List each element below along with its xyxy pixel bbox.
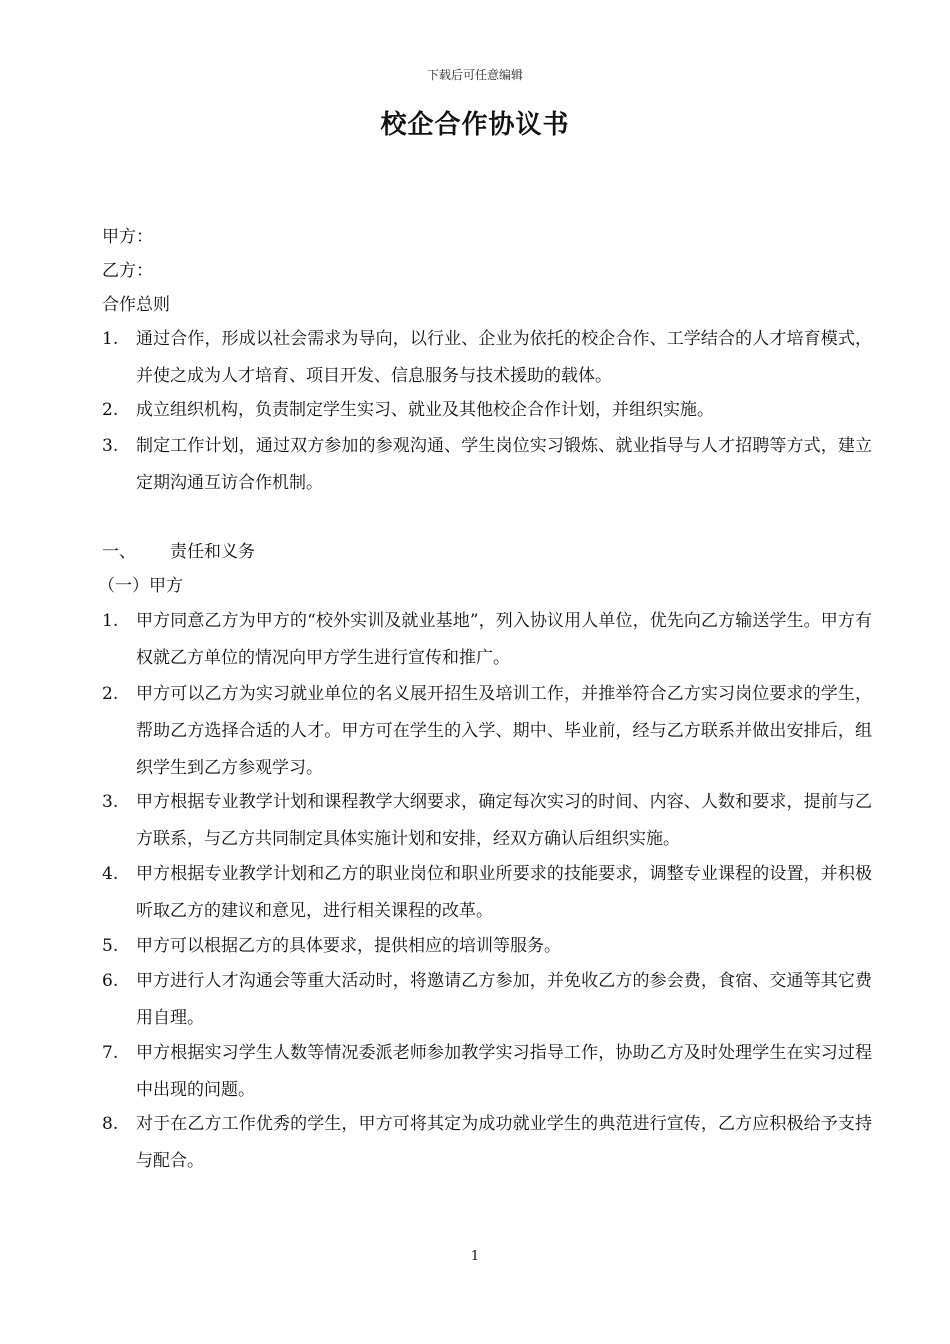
party-a-item: [102, 603, 872, 677]
item-number: 4.: [102, 864, 119, 884]
general-heading: 合作总则: [102, 295, 170, 315]
section-heading: [102, 540, 255, 564]
section-number: 一、: [102, 542, 136, 562]
party-b-label: 乙方：: [102, 261, 153, 281]
item-text: 甲方进行人才沟通会等重大活动时，将邀请乙方参加，并免收乙方的参会费，食宿、交通等其它费用自理。: [136, 971, 872, 1028]
general-item: [102, 428, 872, 502]
item-text: 甲方可以乙方为实习就业单位的名义展开招生及培训工作，并推举符合乙方实习岗位要求的学生，帮助乙方选择合适的人才。甲方可在学生的入学、期中、毕业前，经与乙方联系并做出安排后，组织学生到乙方参观学习。: [136, 684, 872, 778]
item-text: 甲方可以根据乙方的具体要求，提供相应的培训等服务。: [136, 936, 561, 956]
header-note: 下载后可任意编辑: [426, 68, 523, 82]
item-text: 成立组织机构，负责制定学生实习、就业及其他校企合作计划，并组织实施。: [136, 400, 714, 420]
item-number: 2.: [102, 684, 119, 704]
item-number: 3.: [102, 436, 119, 456]
item-number: 8.: [102, 1114, 119, 1134]
party-a-item: [102, 856, 872, 930]
section-title: 责任和义务: [170, 542, 255, 562]
item-number: 3.: [102, 792, 119, 812]
party-a-item: [102, 784, 872, 858]
item-text: 甲方根据专业教学计划和课程教学大纲要求，确定每次实习的时间、内容、人数和要求，提前与乙方联系，与乙方共同制定具体实施计划和安排，经双方确认后组织实施。: [136, 792, 872, 849]
item-number: 2.: [102, 400, 119, 420]
party-a-item: [102, 1035, 872, 1109]
item-number: 6.: [102, 971, 119, 991]
item-number: 1.: [102, 611, 119, 631]
general-item: [102, 321, 872, 395]
item-text: 制定工作计划，通过双方参加的参观沟通、学生岗位实习锻炼、就业指导与人才招聘等方式，建立定期沟通互访合作机制。: [136, 436, 872, 493]
party-a-item: [102, 928, 872, 965]
party-a-item: [102, 963, 872, 1037]
item-number: 7.: [102, 1043, 119, 1063]
item-number: 1.: [102, 329, 119, 349]
general-item: [102, 392, 872, 429]
item-text: 甲方根据专业教学计划和乙方的职业岗位和职业所要求的技能要求，调整专业课程的设置，并积极听取乙方的建议和意见，进行相关课程的改革。: [136, 864, 872, 921]
item-text: 甲方根据实习学生人数等情况委派老师参加教学实习指导工作，协助乙方及时处理学生在实习过程中出现的问题。: [136, 1043, 872, 1100]
page-number: 1: [470, 1249, 480, 1264]
party-a-item: [102, 1106, 872, 1180]
party-a-label: 甲方：: [102, 227, 153, 247]
item-text: 通过合作，形成以社会需求为导向，以行业、企业为依托的校企合作、工学结合的人才培育模式，并使之成为人才培育、项目开发、信息服务与技术援助的载体。: [136, 329, 872, 386]
item-number: 5.: [102, 936, 119, 956]
party-a-item: [102, 676, 872, 787]
item-text: 甲方同意乙方为甲方的“校外实训及就业基地”，列入协议用人单位，优先向乙方输送学生。甲方有权就乙方单位的情况向甲方学生进行宣传和推广。: [136, 611, 872, 668]
item-text: 对于在乙方工作优秀的学生，甲方可将其定为成功就业学生的典范进行宣传，乙方应积极给予支持与配合。: [136, 1114, 872, 1171]
subsection-heading: （一）甲方: [98, 576, 183, 596]
document-title: 校企合作协议书: [380, 110, 570, 140]
